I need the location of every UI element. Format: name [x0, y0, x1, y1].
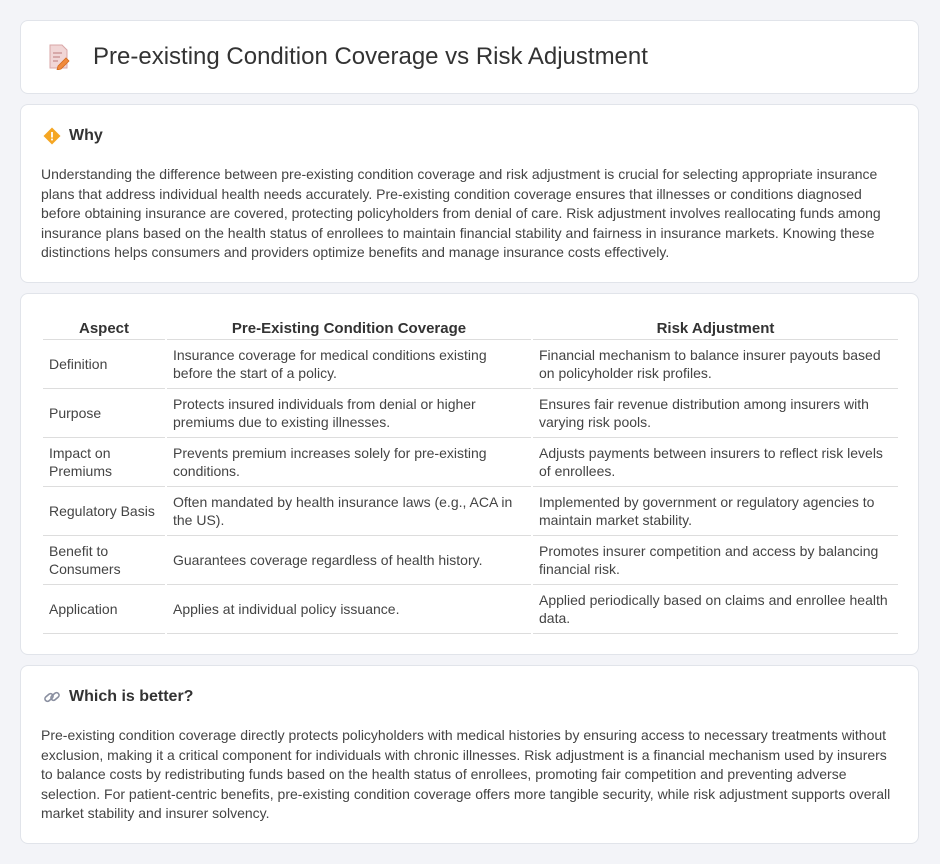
row-pre-existing: Often mandated by health insurance laws (e.g., ACA in the US).	[167, 487, 531, 536]
which-better-title: Which is better?	[69, 688, 194, 705]
row-aspect: Impact on Premiums	[43, 438, 165, 487]
row-risk-adjustment: Implemented by government or regulatory agencies to maintain market stability.	[533, 487, 898, 536]
why-section	[20, 104, 919, 283]
row-pre-existing: Insurance coverage for medical conditions existing before the start of a policy.	[167, 340, 531, 389]
row-risk-adjustment: Promotes insurer competition and access by balancing financial risk.	[533, 536, 898, 585]
header-aspect: Aspect	[43, 314, 165, 340]
table-row	[43, 585, 898, 634]
table-row	[43, 536, 898, 585]
row-aspect: Regulatory Basis	[43, 487, 165, 536]
row-pre-existing: Guarantees coverage regardless of health history.	[167, 536, 531, 585]
why-body: Understanding the difference between pre-existing condition coverage and risk adjustment is crucial for selecting appropriate insurance plans that address individual health needs accurately. Pre-existing condition coverage ensures that illnesses or conditions diagnosed before obtaining insurance are covered, protecting policyholders from denial of care. Risk adjustment involves reallocating funds among insurance plans based on the health status of enrollees to maintain financial stability and fairness in insurance markets. Knowing these distinctions helps consumers and providers optimize benefits and manage insurance costs effectively.	[41, 166, 881, 261]
row-risk-adjustment: Applied periodically based on claims and enrollee health data.	[533, 585, 898, 634]
row-pre-existing: Protects insured individuals from denial or higher premiums due to existing illnesses.	[167, 389, 531, 438]
document-pencil-icon	[47, 44, 71, 70]
row-risk-adjustment: Adjusts payments between insurers to reflect risk levels of enrollees.	[533, 438, 898, 487]
table-row	[43, 340, 898, 389]
why-title: Why	[69, 127, 103, 144]
which-better-section	[20, 665, 919, 844]
row-risk-adjustment: Ensures fair revenue distribution among insurers with varying risk pools.	[533, 389, 898, 438]
table-row	[43, 389, 898, 438]
table-header-row	[43, 314, 898, 340]
page-title: Pre-existing Condition Coverage vs Risk Adjustment	[93, 43, 648, 70]
header-pre-existing: Pre-Existing Condition Coverage	[167, 314, 531, 340]
row-pre-existing: Prevents premium increases solely for pre-existing conditions.	[167, 438, 531, 487]
comparison-section	[20, 293, 919, 655]
title-card	[20, 20, 919, 94]
row-aspect: Purpose	[43, 389, 165, 438]
row-pre-existing: Applies at individual policy issuance.	[167, 585, 531, 634]
diamond-warning-icon	[43, 127, 61, 145]
table-row	[43, 487, 898, 536]
row-aspect: Definition	[43, 340, 165, 389]
which-better-body: Pre-existing condition coverage directly protects policyholders with medical histories by ensuring access to necessary treatments without exclusion, making it a critical component for individuals with chronic illnesses. Risk adjustment is a financial mechanism used by insurers to balance costs by redistributing funds based on the health status of enrollees, promoting fair competition and preventing adverse selection. For patient-centric benefits, pre-existing condition coverage offers more tangible security, while risk adjustment supports overall market stability and insurer solvency.	[41, 727, 891, 822]
row-risk-adjustment: Financial mechanism to balance insurer payouts based on policyholder risk profiles.	[533, 340, 898, 389]
comparison-table	[41, 314, 900, 634]
row-aspect: Application	[43, 585, 165, 634]
table-row	[43, 438, 898, 487]
link-icon	[43, 688, 61, 706]
row-aspect: Benefit to Consumers	[43, 536, 165, 585]
header-risk-adjustment: Risk Adjustment	[533, 314, 898, 340]
